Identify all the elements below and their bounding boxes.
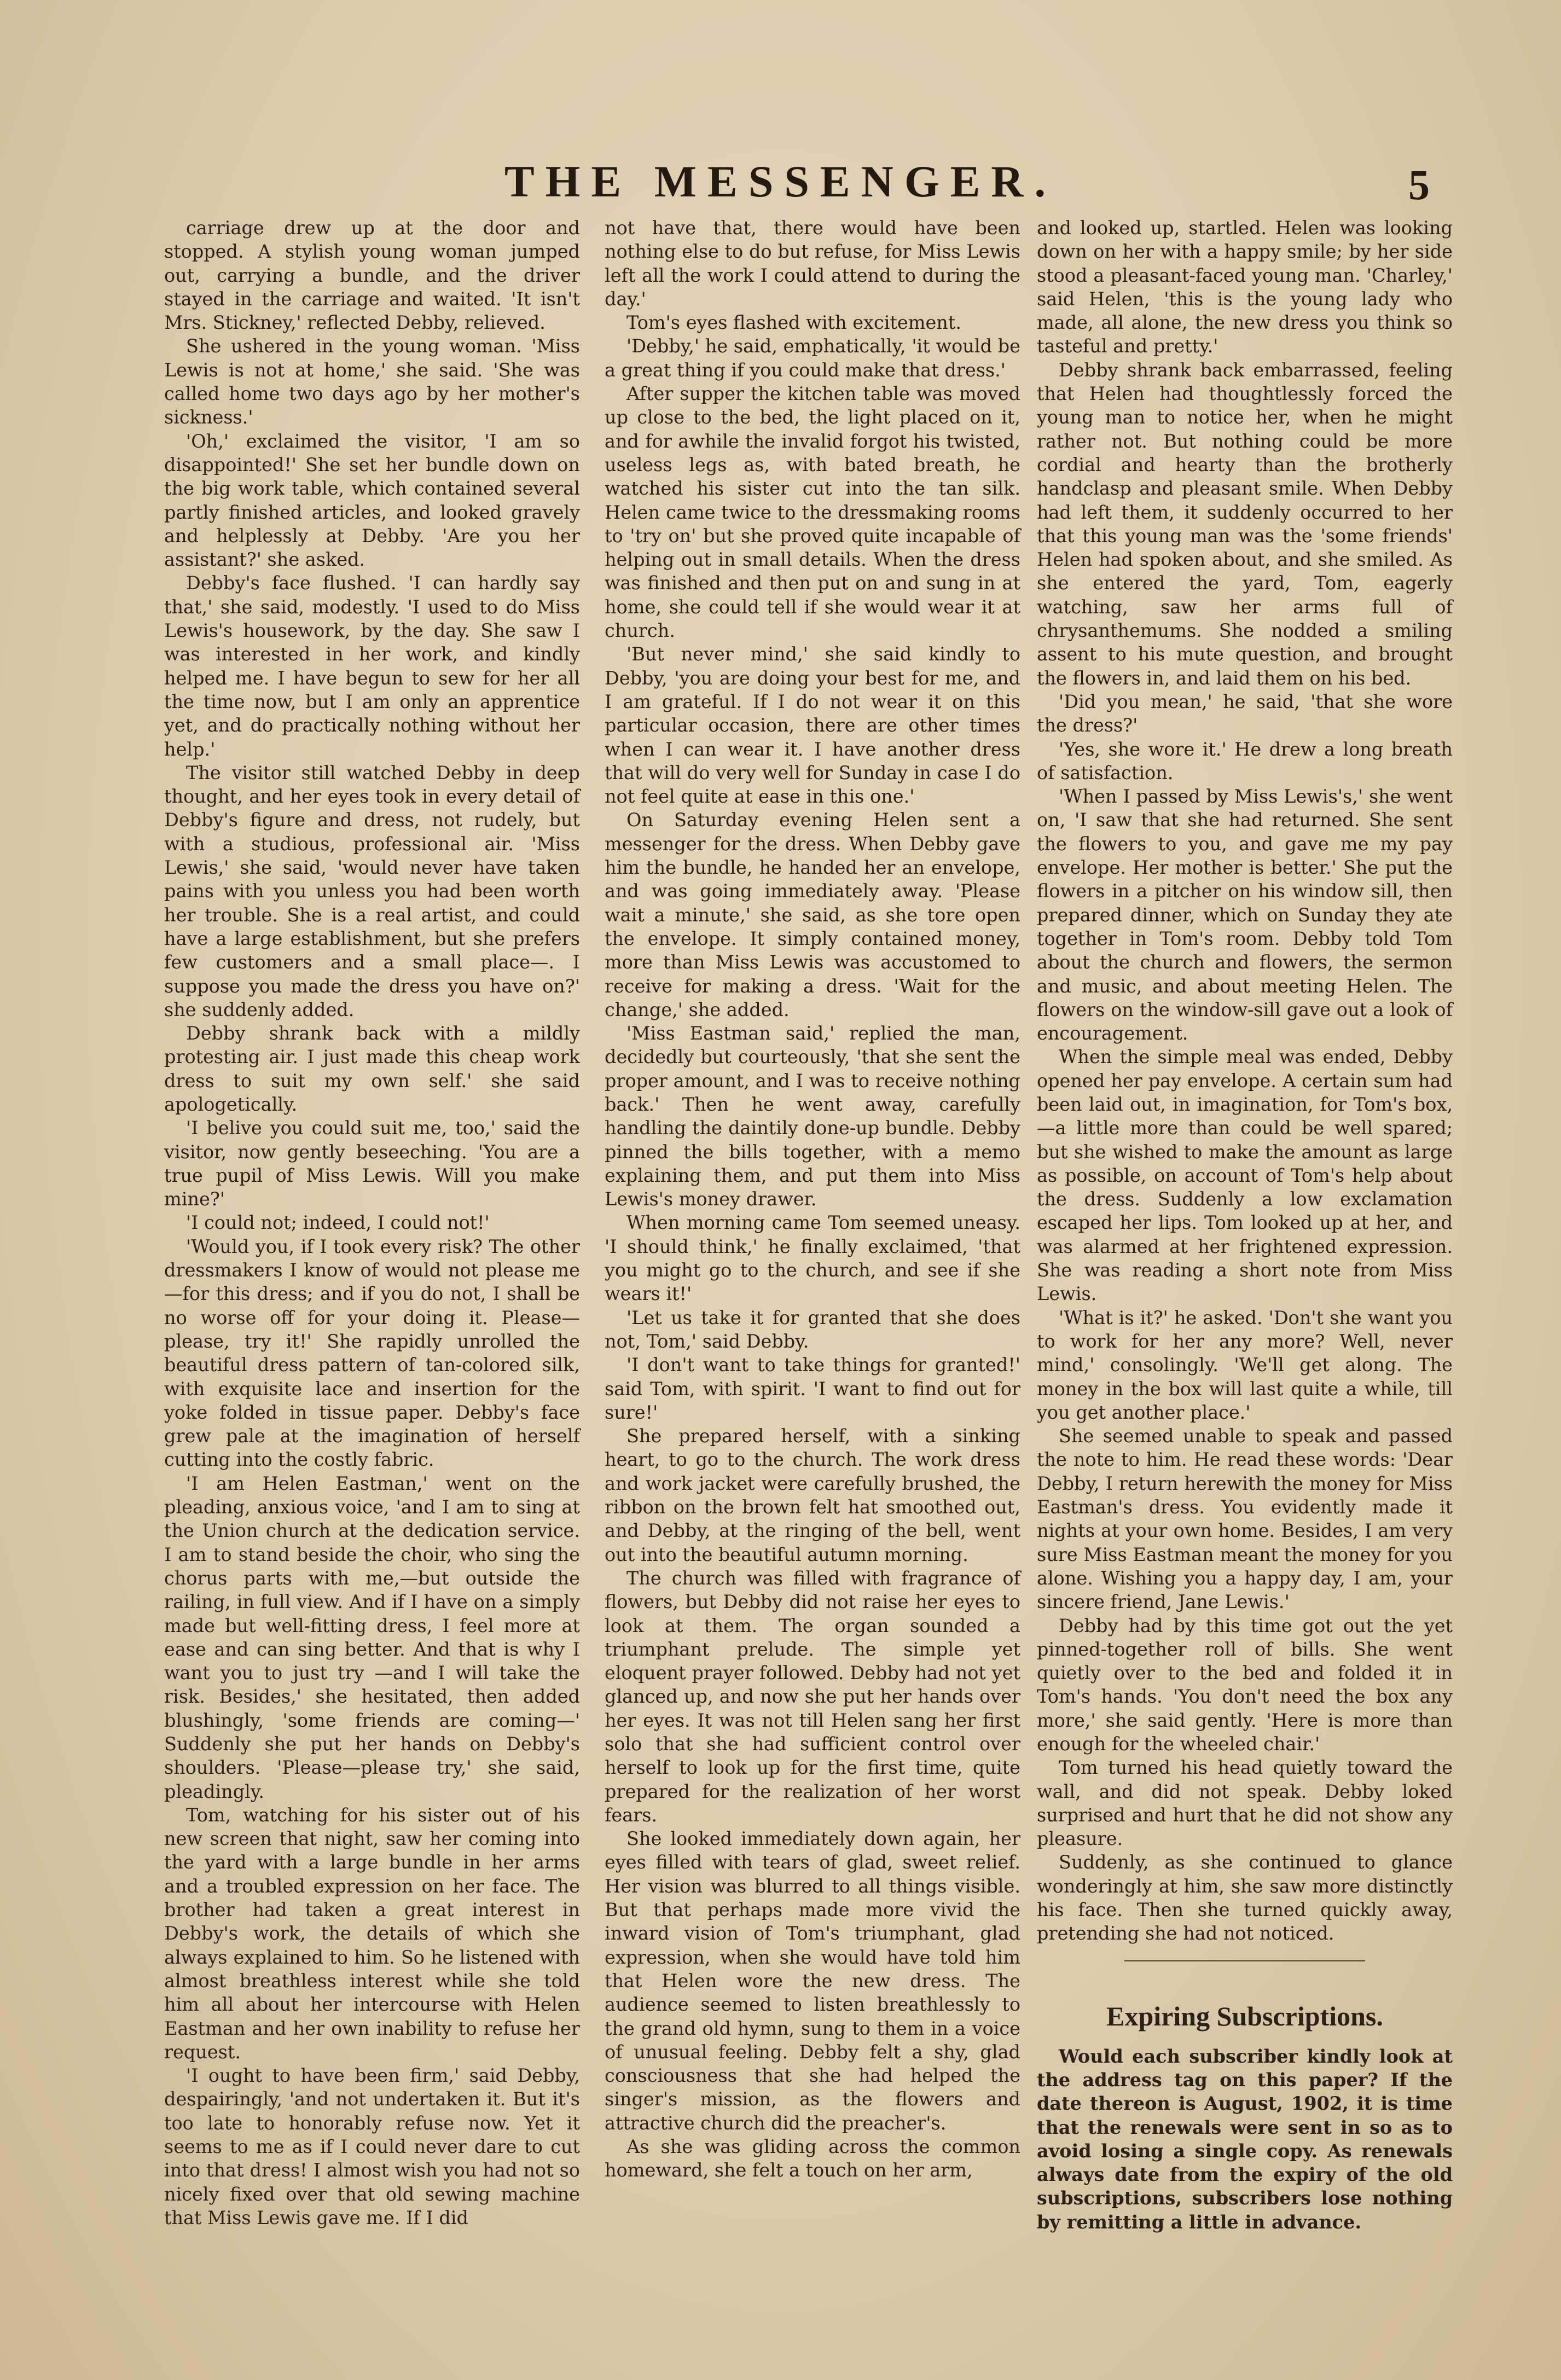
notice-title: Expiring Subscriptions. <box>1106 2000 1383 2031</box>
paragraph: After supper the kitchen table was moved up close to the bed, the light placed on it, and for awhile the invalid forgot his twisted, useless legs as, with bated breath, he watched his sister cut into the tan silk. Helen came twice to the dressmaking rooms to 'try on' but she proved quite incapable of helping out in small details. When the dress was finished and then put on and sung in at home, she could tell if she would wear it at church. <box>605 383 1020 642</box>
paragraph: carriage drew up at the door and stopped. A stylish young woman jumped out, carrying a bundle, and the driver stayed in the carriage and waited. 'It isn't Mrs. Stickney,' reflected Debby, relieved. <box>164 217 580 334</box>
paragraph: Debby shrank back embarrassed, feeling that Helen had thoughtlessly forced the young man to notice her, when he might rather not. But nothing could be more cordial and hearty than the brotherly handclasp and pleasant smile. When Debby had left them, it suddenly occurred to her that this young man was the 'some friends' Helen had spoken about, and she smiled. As she entered the yard, Tom, eagerly watching, saw her arms full of chrysanthemums. She nodded a smiling assent to his mute question, and brought the flowers in, and laid them on his bed. <box>1037 359 1453 689</box>
paragraph: 'Let us take it for granted that she does not, Tom,' said Debby. <box>605 1307 1020 1352</box>
paragraph: 'When I passed by Miss Lewis's,' she went on, 'I saw that she had returned. She sent the flowers to you, and gave me my pay envelope. Her mother is better.' She put the flowers in a pitcher on his window sill, then prepared dinner, which on Sunday they ate together in Tom's room. Debby told Tom about the church and flowers, the sermon and music, and about meeting Helen. The flowers on the window-sill gave out a look of encouragement. <box>1037 786 1453 1044</box>
column-1 <box>164 216 580 2230</box>
masthead-title: THE MESSENGER. <box>504 156 1057 206</box>
paragraph: 'Oh,' exclaimed the visitor, 'I am so disappointed!' She set her bundle down on the big work table, which contained several partly finished articles, and looked gravely and helplessly at Debby. 'Are you her assistant?' she asked. <box>164 430 580 571</box>
paragraph: Debby's face flushed. 'I can hardly say that,' she said, modestly. 'I used to do Miss Lewis's housework, by the day. She saw I was interested in her work, and kindly helped me. I have begun to sew for her all the time now, but I am only an apprentice yet, and do practically nothing without her help.' <box>164 572 580 760</box>
column-3 <box>1037 216 1453 2234</box>
page-header <box>0 156 1561 216</box>
paragraph: She seemed unable to speak and passed the note to him. He read these words: 'Dear Debby, I return herewith the money for Miss Eastman's dress. You evidently made it nights at your own home. Besides, I am very sure Miss Eastman meant the money for you alone. Wishing you a happy day, I am, your sincere friend, Jane Lewis.' <box>1037 1425 1453 1613</box>
paragraph: Suddenly, as she continued to glance wonderingly at him, she saw more distinctly his face. Then she turned quickly away, pretending she had not noticed. <box>1037 1851 1453 1944</box>
paragraph: Debby shrank back with a mildly protesting air. I just made this cheap work dress to suit my own self.' she said apologetically. <box>164 1023 580 1115</box>
paragraph: and looked up, startled. Helen was looking down on her with a happy smile; by her side stood a pleasant-faced young man. 'Charley,' said Helen, 'this is the young lady who made, all alone, the new dress you think so tasteful and pretty.' <box>1037 217 1453 357</box>
paragraph: She ushered in the young woman. 'Miss Lewis is not at home,' she said. 'She was called home two days ago by her mother's sickness.' <box>164 335 580 428</box>
paragraph: Tom's eyes flashed with excitement. <box>626 312 961 334</box>
paragraph: 'I am Helen Eastman,' went on the pleading, anxious voice, 'and I am to sing at the Union church at the dedication service. I am to stand beside the choir, who sing the chorus parts with me,—but outside the railing, in full view. And if I have on a simply made but well-fitting dress, I feel more at ease and can sing better. And that is why I want you to just try —and I will take the risk. Besides,' she hesitated, then added blushingly, 'some friends are coming—' Suddenly she put her hands on Debby's shoulders. 'Please—please try,' she said, pleadingly. <box>164 1472 580 1802</box>
paragraph: 'Would you, if I took every risk? The other dressmakers I know of would not please me—for this dress; and if you do not, I shall be no worse off for your doing it. Please—please, try it!' She rapidly unrolled the beautiful dress pattern of tan-colored silk, with exquisite lace and insertion for the yoke folded in tissue paper. Debby's face grew pale at the imagination of herself cutting into the costly fabric. <box>164 1235 580 1471</box>
paragraph: 'Miss Eastman said,' replied the man, decidedly but courteously, 'that she sent the proper amount, and I was to receive nothing back.' Then he went away, carefully handling the daintily done-up bundle. Debby pinned the bills together, with a memo explaining them, and put them into Miss Lewis's money drawer. <box>605 1023 1020 1210</box>
paragraph: 'I don't want to take things for granted!' said Tom, with spirit. 'I want to find out for sure!' <box>605 1354 1020 1423</box>
paragraph: 'I ought to have been firm,' said Debby, despairingly, 'and not undertaken it. But it's too late to honorably refuse now. Yet it seems to me as if I could never dare to cut into that dress! I almost wish you had not so nicely fixed over that old sewing machine that Miss Lewis gave me. If I did <box>164 2065 580 2228</box>
paragraph: 'I belive you could suit me, too,' said the visitor, now gently beseeching. 'You are a true pupil of Miss Lewis. Will you make mine?' <box>164 1117 580 1210</box>
paragraph: She looked immediately down again, her eyes filled with tears of glad, sweet relief. Her vision was blurred to all things visible. But that perhaps made more vivid the inward vision of Tom's triumphant, glad expression, when she would have told him that Helen wore the new dress. The audience seemed to listen breathlessly to the grand old hymn, sung to them in a voice of unusual feeling. Debby felt a shy, glad consciousness that she had helped the singer's mission, as the flowers and attractive church did the preacher's. <box>605 1828 1020 2134</box>
notice-body: Would each subscriber kindly look at the address tag on this paper? If the date thereon is August, 1902, it is time that the renewals were sent in so as to avoid losing a single copy. As renewals always date from the expiry of the old subscriptions, subscribers lose nothing by remitting a little in advance. <box>1037 2045 1453 2233</box>
paragraph: Tom turned his head quietly toward the wall, and did not speak. Debby loked surprised and hurt that he did not show any pleasure. <box>1037 1757 1453 1850</box>
paragraph: On Saturday evening Helen sent a messenger for the dress. When Debby gave him the bundle, he handed her an envelope, and was going immediately away. 'Please wait a minute,' she said, as she tore open the envelope. It simply contained money, more than Miss Lewis was accustomed to receive for making a dress. 'Wait for the change,' she added. <box>605 809 1020 1020</box>
paragraph: 'Did you mean,' he said, 'that she wore the dress?' <box>1037 690 1453 736</box>
paragraph: 'But never mind,' she said kindly to Debby, 'you are doing your best for me, and I am grateful. If I do not wear it on this particular occasion, there are other times when I can wear it. I have another dress that will do very well for Sunday in case I do not feel quite at ease in this one.' <box>605 643 1020 808</box>
paragraph: Tom, watching for his sister out of his new screen that night, saw her coming into the yard with a large bundle in her arms and a troubled expression on her face. The brother had taken a great interest in Debby's work, the details of which she always explained to him. So he listened with almost breathless interest while she told him all about her intercourse with Helen Eastman and her own inability to refuse her request. <box>164 1804 580 2063</box>
paragraph: not have that, there would have been nothing else to do but refuse, for Miss Lewis left all the work I could attend to during the day.' <box>605 217 1020 310</box>
paragraph: As she was gliding across the common homeward, she felt a touch on her arm, <box>605 2136 1020 2181</box>
paragraph: When the simple meal was ended, Debby opened her pay envelope. A certain sum had been laid out, in imagination, for Tom's box,—a little more than could be well spared; but she wished to make the amount as large as possible, on account of Tom's help about the dress. Suddenly a low exclamation escaped her lips. Tom looked up at her, and was alarmed at her frightened expression. She was reading a short note from Miss Lewis. <box>1037 1046 1453 1305</box>
page-number: 5 <box>1408 161 1430 208</box>
paragraph: The visitor still watched Debby in deep thought, and her eyes took in every detail of Debby's figure and dress, not rudely, but with a studious, professional air. 'Miss Lewis,' she said, 'would never have taken pains with you unless you had been worth her trouble. She is a real artist, and could have a large establishment, but she prefers few customers and a small place—. I suppose you made the dress you have on?' she suddenly added. <box>164 762 580 1020</box>
paragraph: 'I could not; indeed, I could not!' <box>186 1212 490 1234</box>
paragraph: 'Yes, she wore it.' He drew a long breath of satisfaction. <box>1037 738 1453 783</box>
paragraph: 'Debby,' he said, emphatically, 'it would be a great thing if you could make that dress.' <box>605 335 1020 381</box>
divider <box>1124 1960 1365 1961</box>
column-2 <box>605 216 1020 2182</box>
paragraph: Debby had by this time got out the yet pinned-together roll of bills. She went quietly over to the bed and folded it in Tom's hands. 'You don't need the box any more,' she said gently. 'Here is more than enough for the wheeled chair.' <box>1037 1615 1453 1755</box>
paragraph: She prepared herself, with a sinking heart, to go to the church. The work dress and work jacket were carefully brushed, the ribbon on the brown felt hat smoothed out, and Debby, at the ringing of the bell, went out into the beautiful autumn morning. <box>605 1425 1020 1565</box>
paragraph: 'What is it?' he asked. 'Don't she want you to work for her any more? Well, never mind,' consolingly. 'We'll get along. The money in the box will last quite a while, till you get another place.' <box>1037 1307 1453 1423</box>
paragraph: The church was filled with fragrance of flowers, but Debby did not raise her eyes to look at them. The organ sounded a triumphant prelude. The simple yet eloquent prayer followed. Debby had not yet glanced up, and now she put her hands over her eyes. It was not till Helen sang her first solo that she had sufficient control over herself to look up for the first time, quite prepared for the realization of her worst fears. <box>605 1567 1020 1826</box>
paragraph: When morning came Tom seemed uneasy. 'I should think,' he finally exclaimed, 'that you might go to the church, and see if she wears it!' <box>605 1212 1020 1305</box>
